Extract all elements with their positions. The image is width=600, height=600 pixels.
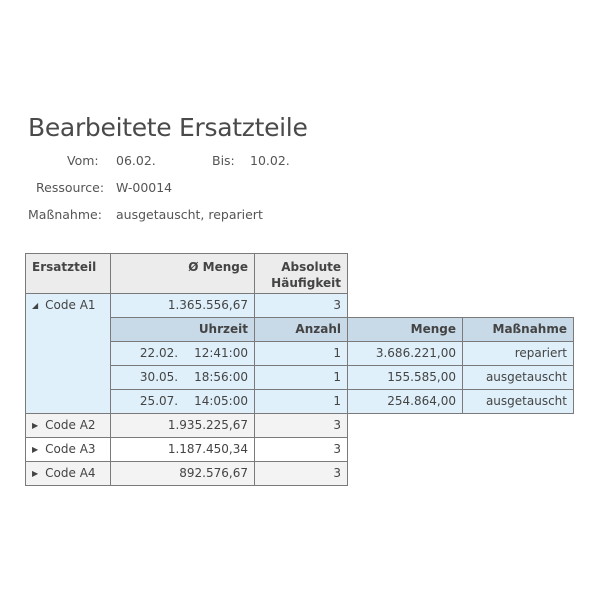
header-haeufigkeit[interactable]: Absolute Häufigkeit — [254, 253, 348, 294]
row-code-a4[interactable] — [25, 461, 111, 486]
row-code-a3[interactable] — [25, 437, 111, 462]
collapse-triangle-icon[interactable]: ◢ — [32, 301, 39, 310]
sub-header-anzahl[interactable]: Anzahl — [254, 317, 348, 342]
row-code-a1[interactable] — [25, 293, 111, 414]
sub-massnahme-cell: repariert — [462, 341, 574, 366]
sub-header-uhrzeit[interactable]: Uhrzeit — [110, 317, 255, 342]
resource-value: W-00014 — [116, 180, 173, 195]
expand-triangle-icon[interactable]: ▶ — [32, 445, 39, 454]
resource-label: Ressource: — [36, 180, 105, 195]
to-value: 10.02. — [250, 153, 290, 168]
menge-cell: 1.365.556,67 — [110, 293, 255, 318]
sub-uhrzeit-cell — [110, 341, 255, 366]
date: 30.05. — [139, 370, 179, 384]
measure-label: Maßnahme: — [28, 207, 102, 222]
haeufigkeit-cell: 3 — [254, 293, 348, 318]
row-code-a2[interactable] — [25, 413, 111, 438]
menge-cell: 1.935.225,67 — [110, 413, 255, 438]
expand-triangle-icon[interactable]: ▶ — [32, 421, 39, 430]
sub-massnahme-cell: ausgetauscht — [462, 389, 574, 414]
sub-anzahl-cell: 1 — [254, 365, 348, 390]
menge-cell: 1.187.450,34 — [110, 437, 255, 462]
sub-header-menge[interactable]: Menge — [347, 317, 463, 342]
time: 18:56:00 — [194, 370, 248, 384]
sub-header-massnahme[interactable]: Maßnahme — [462, 317, 574, 342]
sub-menge-cell: 155.585,00 — [347, 365, 463, 390]
haeufigkeit-cell: 3 — [254, 413, 348, 438]
measure-value: ausgetauscht, repariert — [116, 207, 263, 222]
page-title: Bearbeitete Ersatzteile — [28, 113, 308, 142]
sub-massnahme-cell: ausgetauscht — [462, 365, 574, 390]
sub-anzahl-cell: 1 — [254, 389, 348, 414]
sub-anzahl-cell: 1 — [254, 341, 348, 366]
time: 14:05:00 — [194, 394, 248, 408]
from-value: 06.02. — [116, 153, 156, 168]
date: 25.07. — [139, 394, 179, 408]
sub-menge-cell: 254.864,00 — [347, 389, 463, 414]
menge-cell: 892.576,67 — [110, 461, 255, 486]
sub-uhrzeit-cell — [110, 389, 255, 414]
date: 22.02. — [139, 346, 179, 360]
code-label: Code A1 — [45, 298, 96, 312]
sub-menge-cell: 3.686.221,00 — [347, 341, 463, 366]
haeufigkeit-cell: 3 — [254, 461, 348, 486]
expand-triangle-icon[interactable]: ▶ — [32, 469, 39, 478]
header-ersatzteil[interactable]: Ersatzteil — [25, 253, 111, 294]
haeufigkeit-cell: 3 — [254, 437, 348, 462]
code-label: Code A3 — [45, 442, 96, 456]
from-label: Vom: — [67, 153, 99, 168]
sub-uhrzeit-cell — [110, 365, 255, 390]
code-label: Code A4 — [45, 466, 96, 480]
time: 12:41:00 — [194, 346, 248, 360]
to-label: Bis: — [212, 153, 235, 168]
code-label: Code A2 — [45, 418, 96, 432]
header-menge[interactable]: Ø Menge — [110, 253, 255, 294]
